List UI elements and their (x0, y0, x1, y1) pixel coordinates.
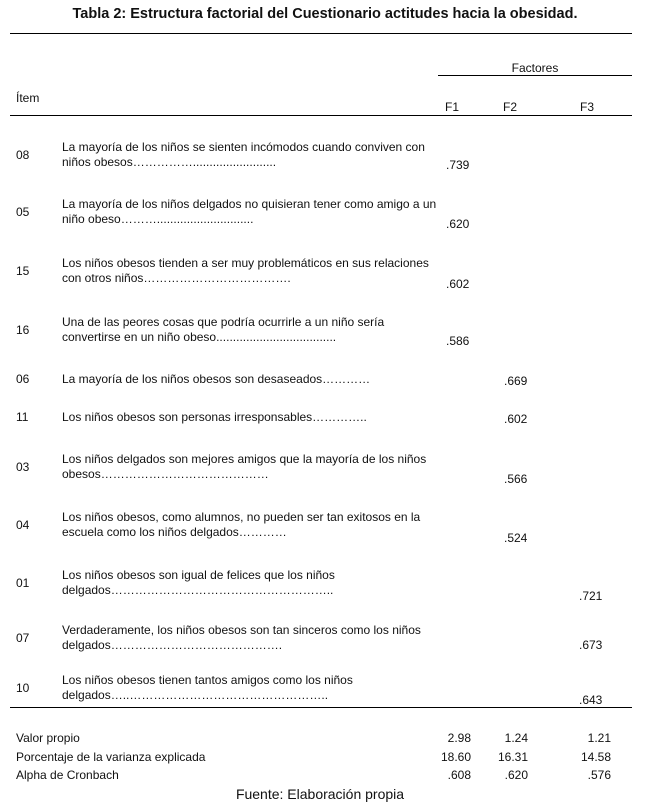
item-text: Los niños obesos son personas irresponsables………….. (62, 410, 367, 424)
stat-f3: 14.58 (580, 750, 611, 764)
item-number: 10 (16, 681, 30, 695)
stat-label: Porcentaje de la varianza explicada (16, 750, 206, 764)
column-header-f1: F1 (445, 100, 460, 114)
item-text: Los niños obesos, como alumnos, no pueden ser tan exitosos en la escuela como los niños delgados………… (62, 510, 421, 539)
item-text: La mayoría de los niños delgados no quisieran tener como amigo a un niño obeso………............................. (62, 197, 437, 226)
stat-f2: .620 (504, 768, 528, 782)
stat-label: Valor propio (16, 731, 80, 745)
item-number: 03 (16, 460, 30, 474)
item-text: Los niños obesos tienen tantos amigos como los niños delgados…..………………………………………….. (62, 673, 353, 702)
table-title: Tabla 2: Estructura factorial del Cuestionario actitudes hacia la obesidad. (72, 6, 578, 22)
stat-f3: .576 (587, 768, 611, 782)
stat-f1: .608 (447, 768, 471, 782)
stat-f2: 1.24 (504, 731, 528, 745)
loading-f2: .602 (504, 412, 528, 426)
stat-f2: 16.31 (497, 750, 528, 764)
stat-label: Alpha de Cronbach (16, 768, 119, 782)
stat-f1: 18.60 (440, 750, 471, 764)
item-number: 06 (16, 372, 30, 386)
loading-f2: .524 (504, 531, 528, 545)
item-number: 05 (16, 205, 30, 219)
item-text: Los niños obesos tienden a ser muy problemáticos en sus relaciones con otros niños………………………………. (62, 256, 429, 285)
loading-f3: .643 (579, 693, 603, 707)
stat-f3: 1.21 (587, 731, 611, 745)
column-header-f3: F3 (580, 100, 595, 114)
loading-f1: .586 (446, 334, 470, 348)
item-text: Los niños obesos son igual de felices que los niños delgados……………………………………………….. (62, 568, 335, 597)
column-header-f2: F2 (503, 100, 518, 114)
factors-header: Factores (511, 61, 559, 75)
item-text: La mayoría de los niños obesos son desaseados………… (62, 372, 371, 386)
factors-rule (438, 75, 632, 76)
header-rule (10, 115, 632, 116)
stat-f1: 2.98 (447, 731, 471, 745)
item-number: 01 (16, 576, 30, 590)
loading-f2: .669 (504, 374, 528, 388)
item-number: 07 (16, 631, 30, 645)
item-number: 16 (16, 323, 30, 337)
loading-f2: .566 (504, 472, 528, 486)
item-text: Los niños delgados son mejores amigos que la mayoría de los niños obesos…………………………………… (62, 452, 427, 481)
top-rule (10, 33, 632, 34)
item-number: 11 (16, 410, 29, 424)
loading-f1: .620 (446, 217, 470, 231)
item-number: 08 (16, 148, 30, 162)
item-text: Una de las peores cosas que podría ocurrirle a un niño sería convertirse en un niño obeso.................................... (62, 315, 385, 344)
body-rule (10, 707, 632, 708)
item-number: 04 (16, 518, 30, 532)
item-column-header: Ítem (16, 91, 40, 105)
item-number: 15 (16, 264, 30, 278)
loading-f3: .673 (579, 638, 603, 652)
loading-f1: .739 (446, 158, 470, 172)
source-note: Fuente: Elaboración propia (235, 786, 405, 802)
item-text: Verdaderamente, los niños obesos son tan sinceros como los niños delgados……………………………………. (62, 623, 421, 652)
loading-f1: .602 (446, 277, 470, 291)
item-text: La mayoría de los niños se sienten incómodos cuando conviven con niños obesos……………......................... (62, 140, 425, 169)
loading-f3: .721 (579, 589, 603, 603)
